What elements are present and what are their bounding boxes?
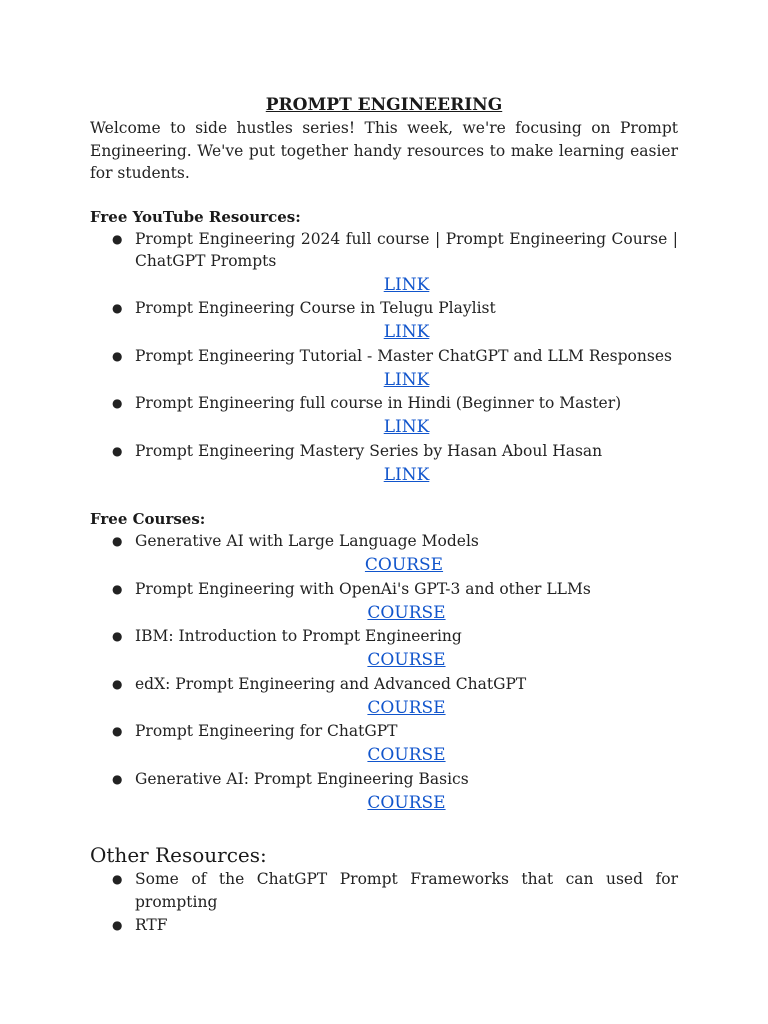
- list-item: [90, 440, 678, 488]
- list-item: [90, 345, 678, 393]
- youtube-link[interactable]: LINK: [383, 369, 430, 390]
- other-resource-list: [90, 868, 678, 937]
- bullet-icon: ●: [112, 443, 123, 458]
- document-page: [90, 94, 678, 937]
- other-resources-heading: Other Resources:: [90, 843, 267, 867]
- list-item: [90, 914, 678, 937]
- list-item-text: Prompt Engineering full course in Hindi (Beginner to Master): [135, 394, 622, 412]
- list-item: [90, 768, 678, 816]
- bullet-icon: ●: [112, 676, 123, 691]
- list-item: [90, 625, 678, 673]
- list-item: [90, 392, 678, 440]
- bullet-icon: ●: [112, 918, 123, 932]
- list-item-text: Prompt Engineering Tutorial - Master ChatGPT and LLM Responses: [135, 346, 672, 365]
- link-row: [135, 367, 678, 393]
- course-link[interactable]: COURSE: [367, 697, 446, 718]
- page-title: PROMPT ENGINEERING: [265, 95, 503, 115]
- bullet-icon: ●: [112, 629, 123, 643]
- list-item-text: Generative AI with Large Language Models: [135, 532, 479, 550]
- bullet-icon: ●: [112, 581, 123, 596]
- course-link[interactable]: COURSE: [367, 792, 446, 813]
- list-item: [90, 868, 678, 914]
- list-item-text: Prompt Engineering 2024 full course | Prompt Engineering Course | ChatGPT Prompts: [135, 229, 678, 270]
- list-item-text: edX: Prompt Engineering and Advanced ChatGPT: [135, 674, 527, 693]
- list-item-text: Generative AI: Prompt Engineering Basics: [135, 769, 469, 788]
- youtube-link[interactable]: LINK: [383, 417, 430, 437]
- link-row: [135, 319, 678, 345]
- bullet-icon: ●: [112, 396, 123, 410]
- bullet-icon: ●: [112, 872, 123, 886]
- course-link[interactable]: COURSE: [367, 745, 446, 765]
- list-item-text: Prompt Engineering Mastery Series by Hasan Aboul Hasan: [135, 441, 603, 460]
- list-item-text: Some of the ChatGPT Prompt Frameworks that can used for prompting: [135, 870, 678, 911]
- youtube-link[interactable]: LINK: [383, 464, 430, 485]
- bullet-icon: ●: [112, 231, 123, 246]
- youtube-link[interactable]: LINK: [383, 274, 430, 295]
- courses-section-heading: Free Courses:: [90, 510, 206, 528]
- youtube-section-heading: Free YouTube Resources:: [90, 207, 301, 226]
- list-item-text: Prompt Engineering with OpenAi's GPT-3 and other LLMs: [135, 579, 591, 598]
- list-item: [90, 578, 678, 626]
- course-list: [90, 530, 678, 815]
- bullet-icon: ●: [112, 724, 123, 738]
- course-link[interactable]: COURSE: [367, 650, 446, 670]
- list-item: [90, 530, 678, 578]
- link-row: [135, 647, 678, 673]
- list-item: [90, 228, 678, 298]
- link-row: [135, 790, 678, 816]
- link-row: [135, 462, 678, 488]
- list-item-text: Prompt Engineering for ChatGPT: [135, 722, 398, 740]
- youtube-link[interactable]: LINK: [383, 322, 430, 342]
- list-item: [90, 720, 678, 768]
- link-row: [135, 695, 678, 721]
- link-row: [135, 742, 678, 768]
- list-item-text: IBM: Introduction to Prompt Engineering: [135, 627, 462, 645]
- link-row: [135, 600, 678, 626]
- intro-paragraph: Welcome to side hustles series! This week, we're focusing on Prompt Engineering. We've put together handy resources to make learning easier for students.: [90, 119, 678, 182]
- bullet-icon: ●: [112, 771, 123, 786]
- course-link[interactable]: COURSE: [367, 602, 446, 623]
- link-row: [135, 552, 678, 578]
- youtube-resource-list: [90, 228, 678, 488]
- bullet-icon: ●: [112, 348, 123, 363]
- bullet-icon: ●: [112, 301, 123, 315]
- bullet-icon: ●: [112, 534, 123, 548]
- list-item: [90, 297, 678, 345]
- link-row: [135, 272, 678, 298]
- link-row: [135, 414, 678, 440]
- list-item-text: Prompt Engineering Course in Telugu Playlist: [135, 299, 496, 317]
- list-item-text: RTF: [135, 916, 168, 934]
- course-link[interactable]: COURSE: [364, 555, 444, 575]
- list-item: [90, 673, 678, 721]
